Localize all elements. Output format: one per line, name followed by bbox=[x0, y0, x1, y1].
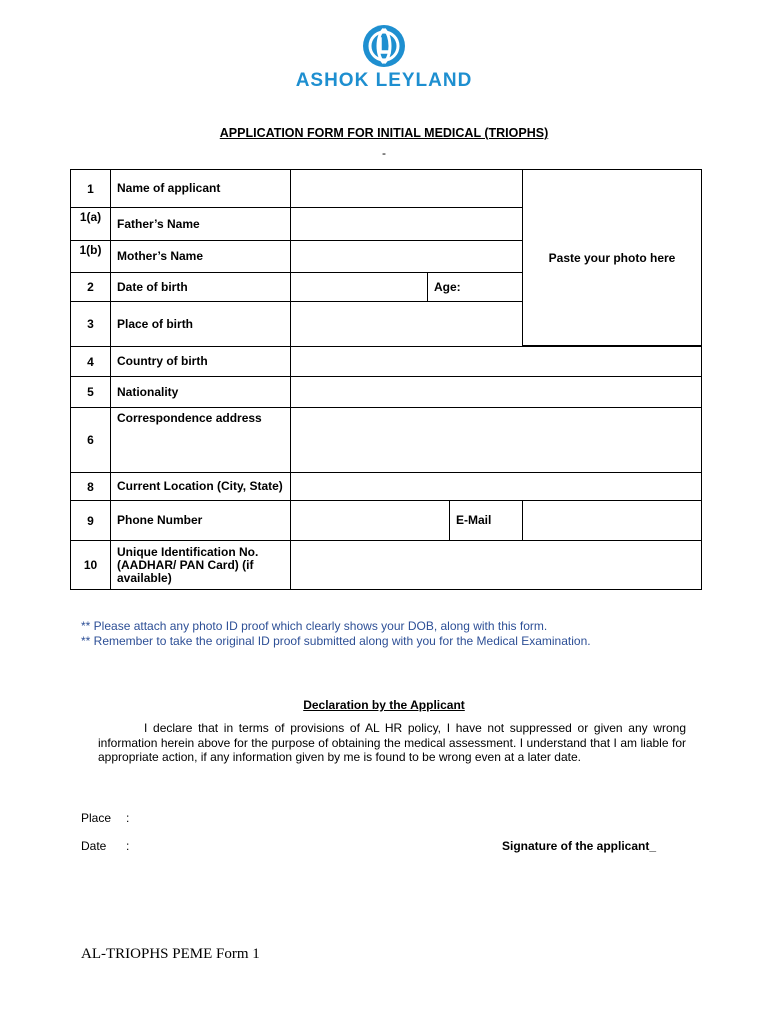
phone-input[interactable] bbox=[290, 500, 450, 541]
current-location-input[interactable] bbox=[290, 472, 702, 501]
dob-label: Date of birth bbox=[110, 272, 291, 302]
note-original-id: ** Remember to take the original ID proof submitted along with you for the Medical Examination. bbox=[81, 634, 591, 648]
company-name: ASHOK LEYLAND bbox=[295, 70, 473, 91]
father-name-label: Father’s Name bbox=[110, 207, 291, 241]
row-number: 1 bbox=[70, 169, 111, 208]
place-colon: : bbox=[126, 811, 130, 825]
photo-box[interactable] bbox=[522, 169, 702, 346]
uid-label: Unique Identification No. (AADHAR/ PAN Card) (if available) bbox=[110, 540, 291, 590]
photo-label: Paste your photo here bbox=[548, 250, 676, 265]
row-number: 2 bbox=[70, 272, 111, 302]
application-form-table bbox=[70, 169, 702, 590]
current-location-label: Current Location (City, State) bbox=[110, 472, 291, 501]
row-number: 10 bbox=[70, 540, 111, 590]
place-label: Place bbox=[81, 811, 112, 825]
mother-name-input[interactable] bbox=[290, 240, 523, 273]
declaration-heading: Declaration by the Applicant bbox=[303, 698, 465, 712]
row-number: 1(a) bbox=[70, 207, 111, 241]
date-colon: : bbox=[126, 839, 130, 853]
phone-label: Phone Number bbox=[110, 500, 291, 541]
row-number: 6 bbox=[70, 407, 111, 473]
ashok-leyland-logo-icon bbox=[362, 24, 406, 68]
row-number: 3 bbox=[70, 301, 111, 347]
row-number: 8 bbox=[70, 472, 111, 501]
address-input[interactable] bbox=[290, 407, 702, 473]
name-label: Name of applicant bbox=[110, 169, 291, 208]
country-of-birth-label: Country of birth bbox=[110, 346, 291, 377]
place-of-birth-label: Place of birth bbox=[110, 301, 291, 347]
form-subtitle: - bbox=[382, 146, 386, 160]
row-number: 9 bbox=[70, 500, 111, 541]
age-label: Age: bbox=[434, 279, 461, 294]
uid-input[interactable] bbox=[290, 540, 702, 590]
age-field[interactable] bbox=[427, 272, 523, 302]
row-number: 4 bbox=[70, 346, 111, 377]
place-of-birth-input[interactable] bbox=[290, 301, 523, 347]
dob-input[interactable] bbox=[290, 272, 428, 302]
declaration-text: I declare that in terms of provisions of AL HR policy, I have not suppressed or given any wrong information herein above for the purpose of obtaining the medical assessment. I understand that I am liable for appropriate action, if any information given by me is found to be wrong even at a later date. bbox=[98, 721, 686, 764]
signature-label: Signature of the applicant_ bbox=[502, 839, 657, 853]
address-label: Correspondence address bbox=[110, 407, 291, 473]
nationality-input[interactable] bbox=[290, 376, 702, 408]
father-name-input[interactable] bbox=[290, 207, 523, 241]
row-number: 1(b) bbox=[70, 240, 111, 273]
nationality-label: Nationality bbox=[110, 376, 291, 408]
mother-name-label: Mother’s Name bbox=[110, 240, 291, 273]
form-title: APPLICATION FORM FOR INITIAL MEDICAL (TRIOPHS) bbox=[219, 126, 549, 140]
country-of-birth-input[interactable] bbox=[290, 346, 702, 377]
email-label: E-Mail bbox=[449, 500, 523, 541]
name-input[interactable] bbox=[290, 169, 523, 208]
email-input[interactable] bbox=[522, 500, 702, 541]
date-label: Date bbox=[81, 839, 107, 853]
note-photo-id: ** Please attach any photo ID proof which clearly shows your DOB, along with this form. bbox=[81, 619, 548, 633]
footer-form-id: AL-TRIOPHS PEME Form 1 bbox=[81, 946, 260, 962]
company-logo bbox=[0, 24, 768, 68]
row-number: 5 bbox=[70, 376, 111, 408]
